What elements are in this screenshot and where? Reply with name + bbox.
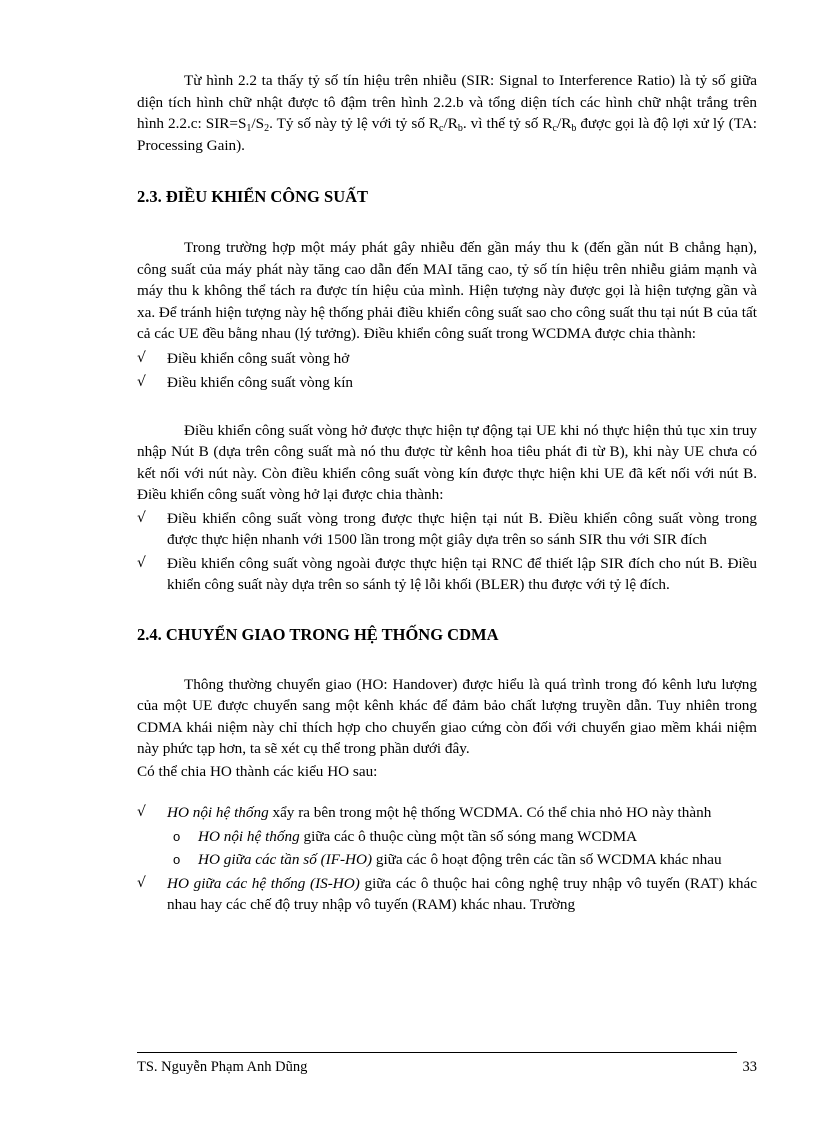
section-heading-2-4: 2.4. CHUYỂN GIAO TRONG HỆ THỐNG CDMA: [137, 624, 499, 644]
section-2-3-paragraph-2: Điều khiển công suất vòng hở được thực hiện tự động tại UE khi nó thực hiện thủ tục xin truy nhập Nút B (dựa trên công suất mà nó thu được từ kênh hoa tiêu phát đi từ B), khi này UE chưa có kết nối với nút này. Còn điều khiển công suất vòng kín được thực hiện khi UE đã kết nối với nút B. Điều khiển công suất vòng hở lại được chia thành:: [137, 421, 757, 503]
check-icon: √: [137, 374, 146, 390]
list-item: √ Điều khiển công suất vòng hở: [137, 348, 757, 370]
footer-divider: [137, 1052, 737, 1053]
list-item: √ Điều khiển công suất vòng kín: [137, 372, 757, 394]
page-footer: [137, 1057, 757, 1077]
section-heading-2-3: 2.3. ĐIỀU KHIỂN CÔNG SUẤT: [137, 187, 369, 206]
sub-list-item: o HO giữa các tần số (IF-HO) giữa các ô hoạt động trên các tần số WCDMA khác nhau: [137, 849, 757, 871]
list-item: √ HO nội hệ thống xẩy ra bên trong một hệ thống WCDMA. Có thể chia nhỏ HO này thành: [137, 802, 757, 824]
footer-author: TS. Nguyễn Phạm Anh Dũng: [137, 1059, 308, 1075]
circle-bullet-icon: o: [173, 852, 181, 867]
section-2-4-paragraph-1: Thông thường chuyển giao (HO: Handover) được hiểu là quá trình trong đó kênh lưu lượng của một UE được chuyển sang một kênh khác để đảm bảo chất lượng truyền dẫn. Tuy nhiên trong CDMA khái niệm này chỉ thích hợp cho chuyển giao cứng còn đối với chuyển giao mềm khái niệm này phức tạp hơn, ta sẽ xét cụ thể trong phần dưới đây.: [137, 675, 757, 757]
circle-bullet-icon: o: [173, 828, 181, 844]
section-2-3-paragraph-1: Trong trường hợp một máy phát gây nhiễu đến gần máy thu k (đến gần nút B chẳng hạn), công suất của máy phát này tăng cao dẫn đến MAI tăng cao, tỷ số tín hiệu trên nhiễu giảm mạnh và máy thu k không thể tách ra được tín hiệu của mình. Hiện tượng này được gọi là hiện tượng gần và xa. Để tránh hiện tượng này hệ thống phải điều khiển công suất sao cho công suất thu tại nút B của tất cả các UE đều bằng nhau (lý tưởng). Điều khiển công suất trong WCDMA được chia thành:: [137, 239, 757, 342]
sub-list-item: o HO nội hệ thống giữa các ô thuộc cùng một tần số sóng mang WCDMA: [137, 826, 757, 848]
check-icon: √: [137, 509, 146, 526]
check-icon: √: [137, 874, 146, 891]
page-number: 33: [742, 1059, 757, 1075]
list-item: √ Điều khiển công suất vòng ngoài được thực hiện tại RNC để thiết lập SIR đích cho nút B. Điều khiển công suất này dựa trên so sánh tỷ lệ lỗi khối (BLER) thu được với tỷ lệ đích.: [137, 554, 757, 593]
intro-paragraph: Từ hình 2.2 ta thấy tỷ số tín hiệu trên nhiễu (SIR: Signal to Interference Ratio) là tỷ số giữa diện tích hình chữ nhật được tô đậm trên hình 2.2.b và tổng diện tích các hình chữ nhật trắng trên hình 2.2.c: $SIR=S_1/S_2$. Tỷ số này tỷ lệ với tỷ số $R_c/R_b$. vì thế tỷ số $R_c/R_b$ được gọi là độ lợi xử lý (TA: Processing Gain).: [137, 72, 757, 154]
check-icon: √: [137, 804, 146, 820]
document-page: [137, 70, 757, 916]
check-icon: √: [137, 554, 146, 571]
list-item: √ HO giữa các hệ thống (IS-HO) giữa các ô thuộc hai công nghệ truy nhập vô tuyến (RAT) khác nhau hay các chế độ truy nhập vô tuyến (RAM) khác nhau. Trường: [137, 874, 757, 913]
check-icon: √: [137, 349, 146, 366]
list-item: √ Điều khiển công suất vòng trong được thực hiện tại nút B. Điều khiển công suất vòng trong được thực hiện nhanh với 1500 lần trong một giây dựa trên so sánh SIR thu với SIR đích: [137, 509, 757, 548]
section-2-4-paragraph-2: Có thể chia HO thành các kiểu HO sau:: [137, 762, 378, 780]
